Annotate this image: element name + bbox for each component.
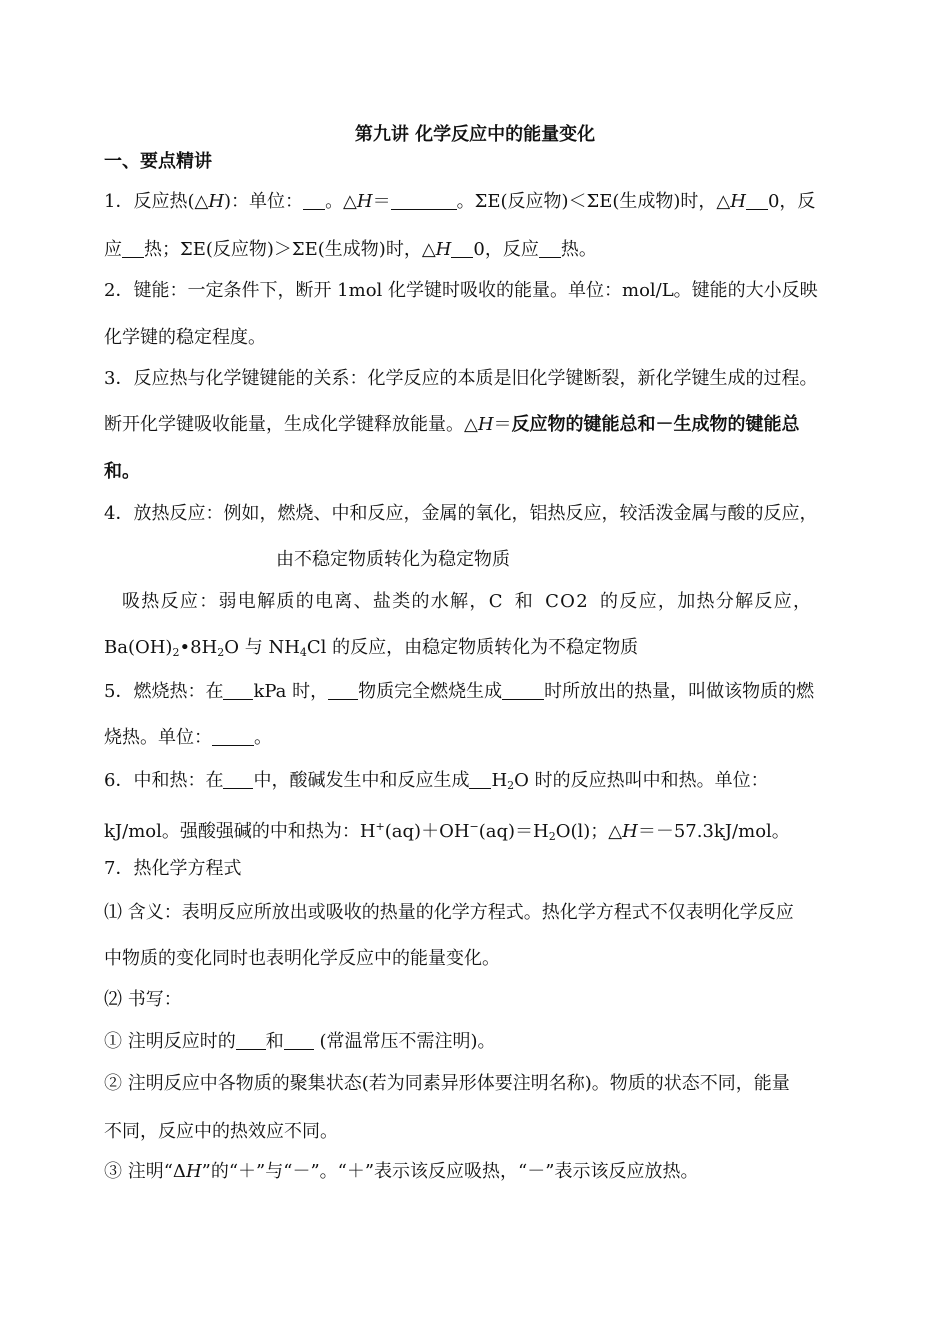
paragraph-4-line-4: $Ba(OH)_2•8H_2O$ 与 $NH_4Cl$ 的反应，由稳定物质转化为不稳定物质 <box>104 637 639 659</box>
paragraph-6-line-1: 6．中和热：在 中，酸碱发生中和反应生成 $H_2O$ 时的反应热叫中和热。单位： <box>104 770 769 792</box>
paragraph-5-line-2: 烧热。单位： 。 <box>104 727 272 748</box>
paragraph-7-sub1-line-1: ⑴ 含义：表明反应所放出或吸收的热量的化学方程式。热化学方程式不仅表明化学反应 <box>104 902 794 923</box>
fill-blank <box>284 1031 314 1050</box>
paragraph-3-line-1: 3．反应热与化学键键能的关系：化学反应的本质是旧化学键断裂，新化学键生成的过程。 <box>104 368 818 389</box>
fill-blank <box>469 770 491 789</box>
paragraph-4-line-2: 由不稳定物质转化为稳定物质 <box>276 549 510 570</box>
fill-blank <box>223 681 253 700</box>
fill-blank <box>122 239 144 258</box>
rule-2-line-1: ② 注明反应中各物质的聚集状态(若为同素异形体要注明名称)。物质的状态不同，能量 <box>104 1073 790 1094</box>
paragraph-3-line-3: 和。 <box>104 461 140 482</box>
paragraph-1-line-2: 应 热；ΣE(反应物)＞ΣE(生成物)时，△H 0，反应 热。 <box>104 239 597 260</box>
paragraph-3-line-2: 断开化学键吸收能量，生成化学键释放能量。△H＝反应物的键能总和－生成物的键能总 <box>104 414 800 435</box>
paragraph-7-sub2: ⑵ 书写： <box>104 989 182 1010</box>
paragraph-4-line-1: 4．放热反应：例如，燃烧、中和反应，金属的氧化，铝热反应，较活泼金属与酸的反应， <box>104 503 818 524</box>
fill-blank <box>451 239 473 258</box>
fill-blank <box>223 770 253 789</box>
paragraph-1-line-1: 1．反应热(△H)：单位： 。△H＝ 。ΣE(反应物)＜ΣE(生成物)时，△H 0，反 <box>104 191 816 212</box>
fill-blank <box>539 239 561 258</box>
fill-blank <box>746 191 768 210</box>
paragraph-5-line-1: 5．燃烧热：在 kPa 时， 物质完全燃烧生成 时所放出的热量，叫做该物质的燃 <box>104 681 815 702</box>
fill-blank <box>212 727 254 746</box>
section-heading: 一、要点精讲 <box>104 151 212 172</box>
paragraph-2-line-1: 2．键能：一定条件下，断开 1mol 化学键时吸收的能量。单位：mol/L。键能的大小反映 <box>104 280 818 301</box>
fill-blank <box>502 681 544 700</box>
fill-blank <box>391 191 457 210</box>
rule-3: ③ 注明“ΔH”的“＋”与“－”。“＋”表示该反应吸热，“－”表示该反应放热。 <box>104 1161 699 1182</box>
fill-blank <box>328 681 358 700</box>
paragraph-7-heading: 7．热化学方程式 <box>104 858 242 879</box>
rule-1: ① 注明反应时的 和 (常温常压不需注明)。 <box>104 1031 496 1052</box>
paragraph-2-line-2: 化学键的稳定程度。 <box>104 327 266 348</box>
fill-blank <box>303 191 325 210</box>
rule-2-line-2: 不同，反应中的热效应不同。 <box>104 1121 338 1142</box>
paragraph-4-line-3: 吸热反应：弱电解质的电离、盐类的水解，C 和 CO2 的反应，加热分解反应， <box>122 591 813 612</box>
page-title: 第九讲 化学反应中的能量变化 <box>354 124 596 145</box>
paragraph-6-line-2: kJ/mol。强酸强碱的中和热为：$H^+(aq)+OH^-(aq)=H_2O(l)$；△H＝－57.3kJ/mol。 <box>104 820 790 843</box>
paragraph-7-sub1-line-2: 中物质的变化同时也表明化学反应中的能量变化。 <box>104 948 500 969</box>
fill-blank <box>236 1031 266 1050</box>
